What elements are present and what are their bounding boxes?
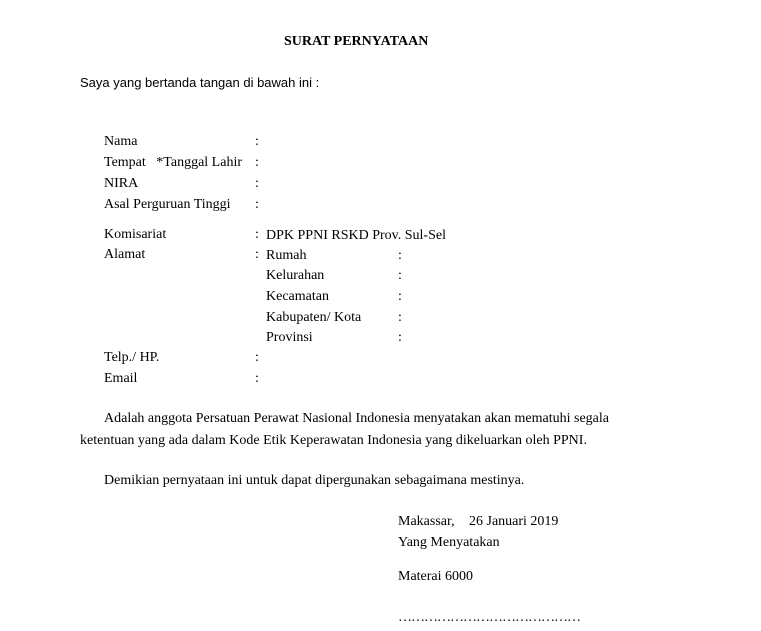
colon-kelurahan: : xyxy=(398,268,402,283)
colon-nira: : xyxy=(255,176,259,191)
label-nama: Nama xyxy=(104,134,138,149)
label-asal-perguruan-tinggi: Asal Perguruan Tinggi xyxy=(104,197,231,212)
signature-line: …………………………………… xyxy=(398,610,580,625)
colon-telp-hp: : xyxy=(255,350,259,365)
label-kabupaten-kota: Kabupaten/ Kota xyxy=(266,310,362,325)
colon-alamat: : xyxy=(255,247,259,262)
colon-asal-perguruan-tinggi: : xyxy=(255,197,259,212)
closing-text: Demikian pernyataan ini untuk dapat dipergunakan sebagaimana mestinya. xyxy=(104,473,525,488)
colon-nama: : xyxy=(255,134,259,149)
label-telp-hp: Telp./ HP. xyxy=(104,350,160,365)
intro-text: Saya yang bertanda tangan di bawah ini : xyxy=(80,75,320,90)
colon-tempat-tanggal-lahir: : xyxy=(255,155,259,170)
label-rumah: Rumah xyxy=(266,248,307,263)
colon-kecamatan: : xyxy=(398,289,402,304)
label-provinsi: Provinsi xyxy=(266,330,313,345)
label-nira: NIRA xyxy=(104,176,139,191)
document-title: SURAT PERNYATAAN xyxy=(284,34,429,49)
label-email: Email xyxy=(104,371,138,386)
label-komisariat: Komisariat xyxy=(104,227,167,242)
label-tempat-tanggal-lahir: Tempat *Tanggal Lahir xyxy=(104,155,242,170)
colon-komisariat: : xyxy=(255,227,259,242)
label-alamat: Alamat xyxy=(104,247,146,262)
label-kecamatan: Kecamatan xyxy=(266,289,329,304)
signature-date: 26 Januari 2019 xyxy=(469,514,559,529)
colon-kabupaten-kota: : xyxy=(398,310,402,325)
komisariat-value: DPK PPNI RSKD Prov. Sul-Sel xyxy=(266,228,446,243)
colon-email: : xyxy=(255,371,259,386)
signature-place: Makassar, xyxy=(398,514,455,529)
statement-line-2: ketentuan yang ada dalam Kode Etik Keperawatan Indonesia yang dikeluarkan oleh PPNI. xyxy=(80,433,587,448)
statement-line-1: Adalah anggota Persatuan Perawat Nasional Indonesia menyatakan akan mematuhi segala xyxy=(104,411,609,426)
label-kelurahan: Kelurahan xyxy=(266,268,325,283)
materai-text: Materai 6000 xyxy=(398,569,474,584)
signature-role: Yang Menyatakan xyxy=(398,535,500,550)
colon-provinsi: : xyxy=(398,330,402,345)
colon-rumah: : xyxy=(398,248,402,263)
